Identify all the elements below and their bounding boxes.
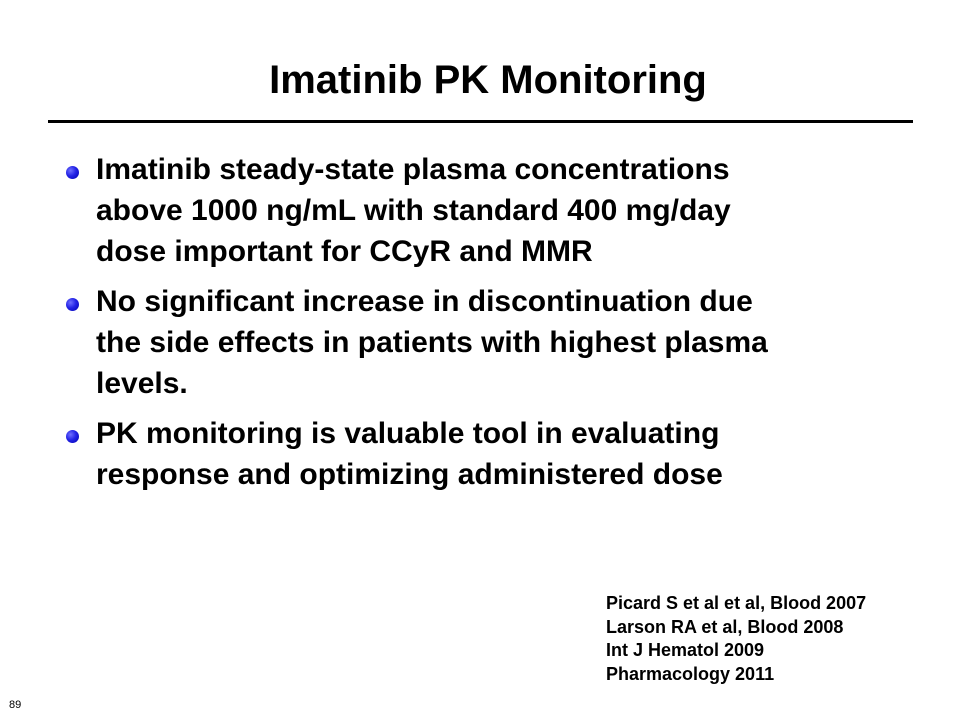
bullet-point-icon bbox=[66, 166, 79, 179]
slide-number: 89 bbox=[9, 699, 22, 711]
reference-4: Pharmacology 2011 bbox=[606, 663, 775, 684]
title-divider bbox=[48, 120, 913, 123]
bullet-point-icon bbox=[66, 430, 79, 443]
bullet-1-line-3: dose important for CCyR and MMR bbox=[96, 235, 593, 268]
reference-3: Int J Hematol 2009 bbox=[606, 640, 765, 660]
bullet-3-line-2: response and optimizing administered dose bbox=[96, 458, 723, 491]
references-block bbox=[606, 592, 866, 686]
bullet-2-line-2: the side effects in patients with highest plasma bbox=[96, 326, 768, 359]
bullet-1-line-1: Imatinib steady-state plasma concentrations bbox=[96, 153, 730, 186]
slide-title: Imatinib PK Monitoring bbox=[269, 58, 707, 102]
bullet-point-icon bbox=[66, 298, 79, 311]
bullet-2-line-3: levels. bbox=[96, 367, 188, 400]
bullet-3-line-1: PK monitoring is valuable tool in evaluating bbox=[96, 417, 720, 450]
reference-2: Larson RA et al, Blood 2008 bbox=[606, 616, 844, 637]
bullet-1-line-2: above 1000 ng/mL with standard 400 mg/day bbox=[96, 194, 731, 227]
reference-1: Picard S et al et al, Blood 2007 bbox=[606, 593, 867, 613]
bullet-2-line-1: No significant increase in discontinuation due bbox=[96, 285, 753, 318]
